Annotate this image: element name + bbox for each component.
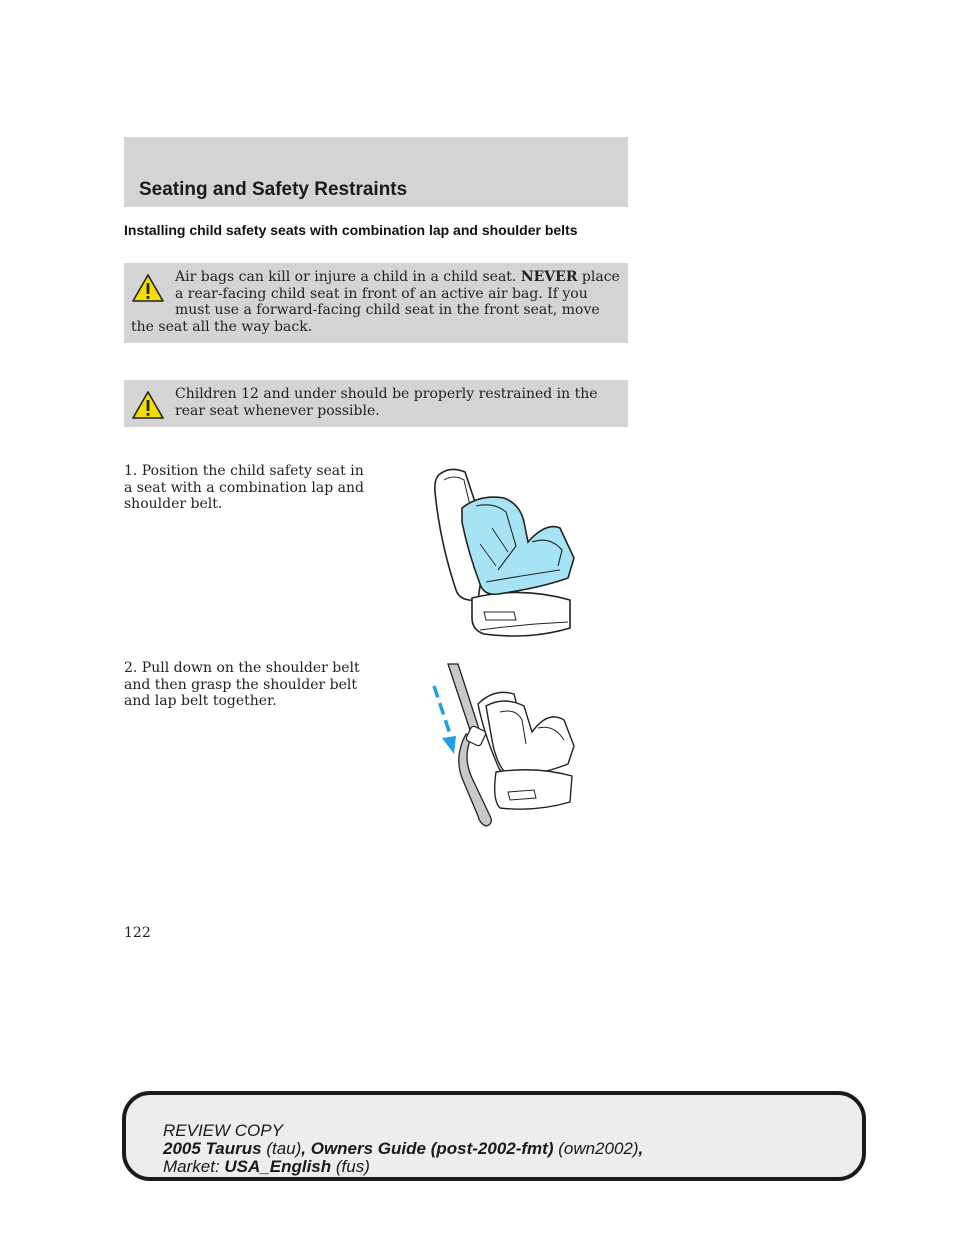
warning-text: Air bags can kill or injure a child in a child seat. NEVER place a rear-facing child seat in front of an active air bag. If you must use a forward-facing child seat in the front seat, move the seat all the way back. bbox=[131, 269, 620, 335]
subheading: Installing child safety seats with combination lap and shoulder belts bbox=[124, 222, 578, 238]
pull-shoulder-belt-illustration bbox=[412, 660, 590, 828]
footer-text bbox=[163, 1122, 643, 1176]
warning-triangle-icon bbox=[131, 273, 165, 303]
warning-emphasis: NEVER bbox=[520, 269, 578, 285]
warning-triangle-icon bbox=[131, 390, 165, 420]
footer-document-line: 2005 Taurus (tau), Owners Guide (post-2002-fmt) (own2002), bbox=[163, 1139, 644, 1158]
section-title: Seating and Safety Restraints bbox=[139, 179, 408, 200]
warning-box-children bbox=[124, 380, 628, 427]
footer-review-label: REVIEW COPY bbox=[163, 1121, 283, 1140]
step-2-text: 2. Pull down on the shoulder belt and then grasp the shoulder belt and lap belt together. bbox=[124, 660, 360, 709]
footer-market-line: Market: USA_English (fus) bbox=[163, 1157, 370, 1176]
child-seat-position-illustration bbox=[420, 462, 590, 644]
warning-box-airbag bbox=[124, 263, 628, 343]
review-copy-footer bbox=[122, 1091, 866, 1181]
page-number: 122 bbox=[124, 925, 151, 941]
section-header bbox=[124, 137, 628, 207]
step-1-text: 1. Position the child safety seat in a seat with a combination lap and shoulder belt. bbox=[124, 463, 364, 512]
warning-text: Children 12 and under should be properly restrained in the rear seat whenever possible. bbox=[175, 386, 598, 419]
